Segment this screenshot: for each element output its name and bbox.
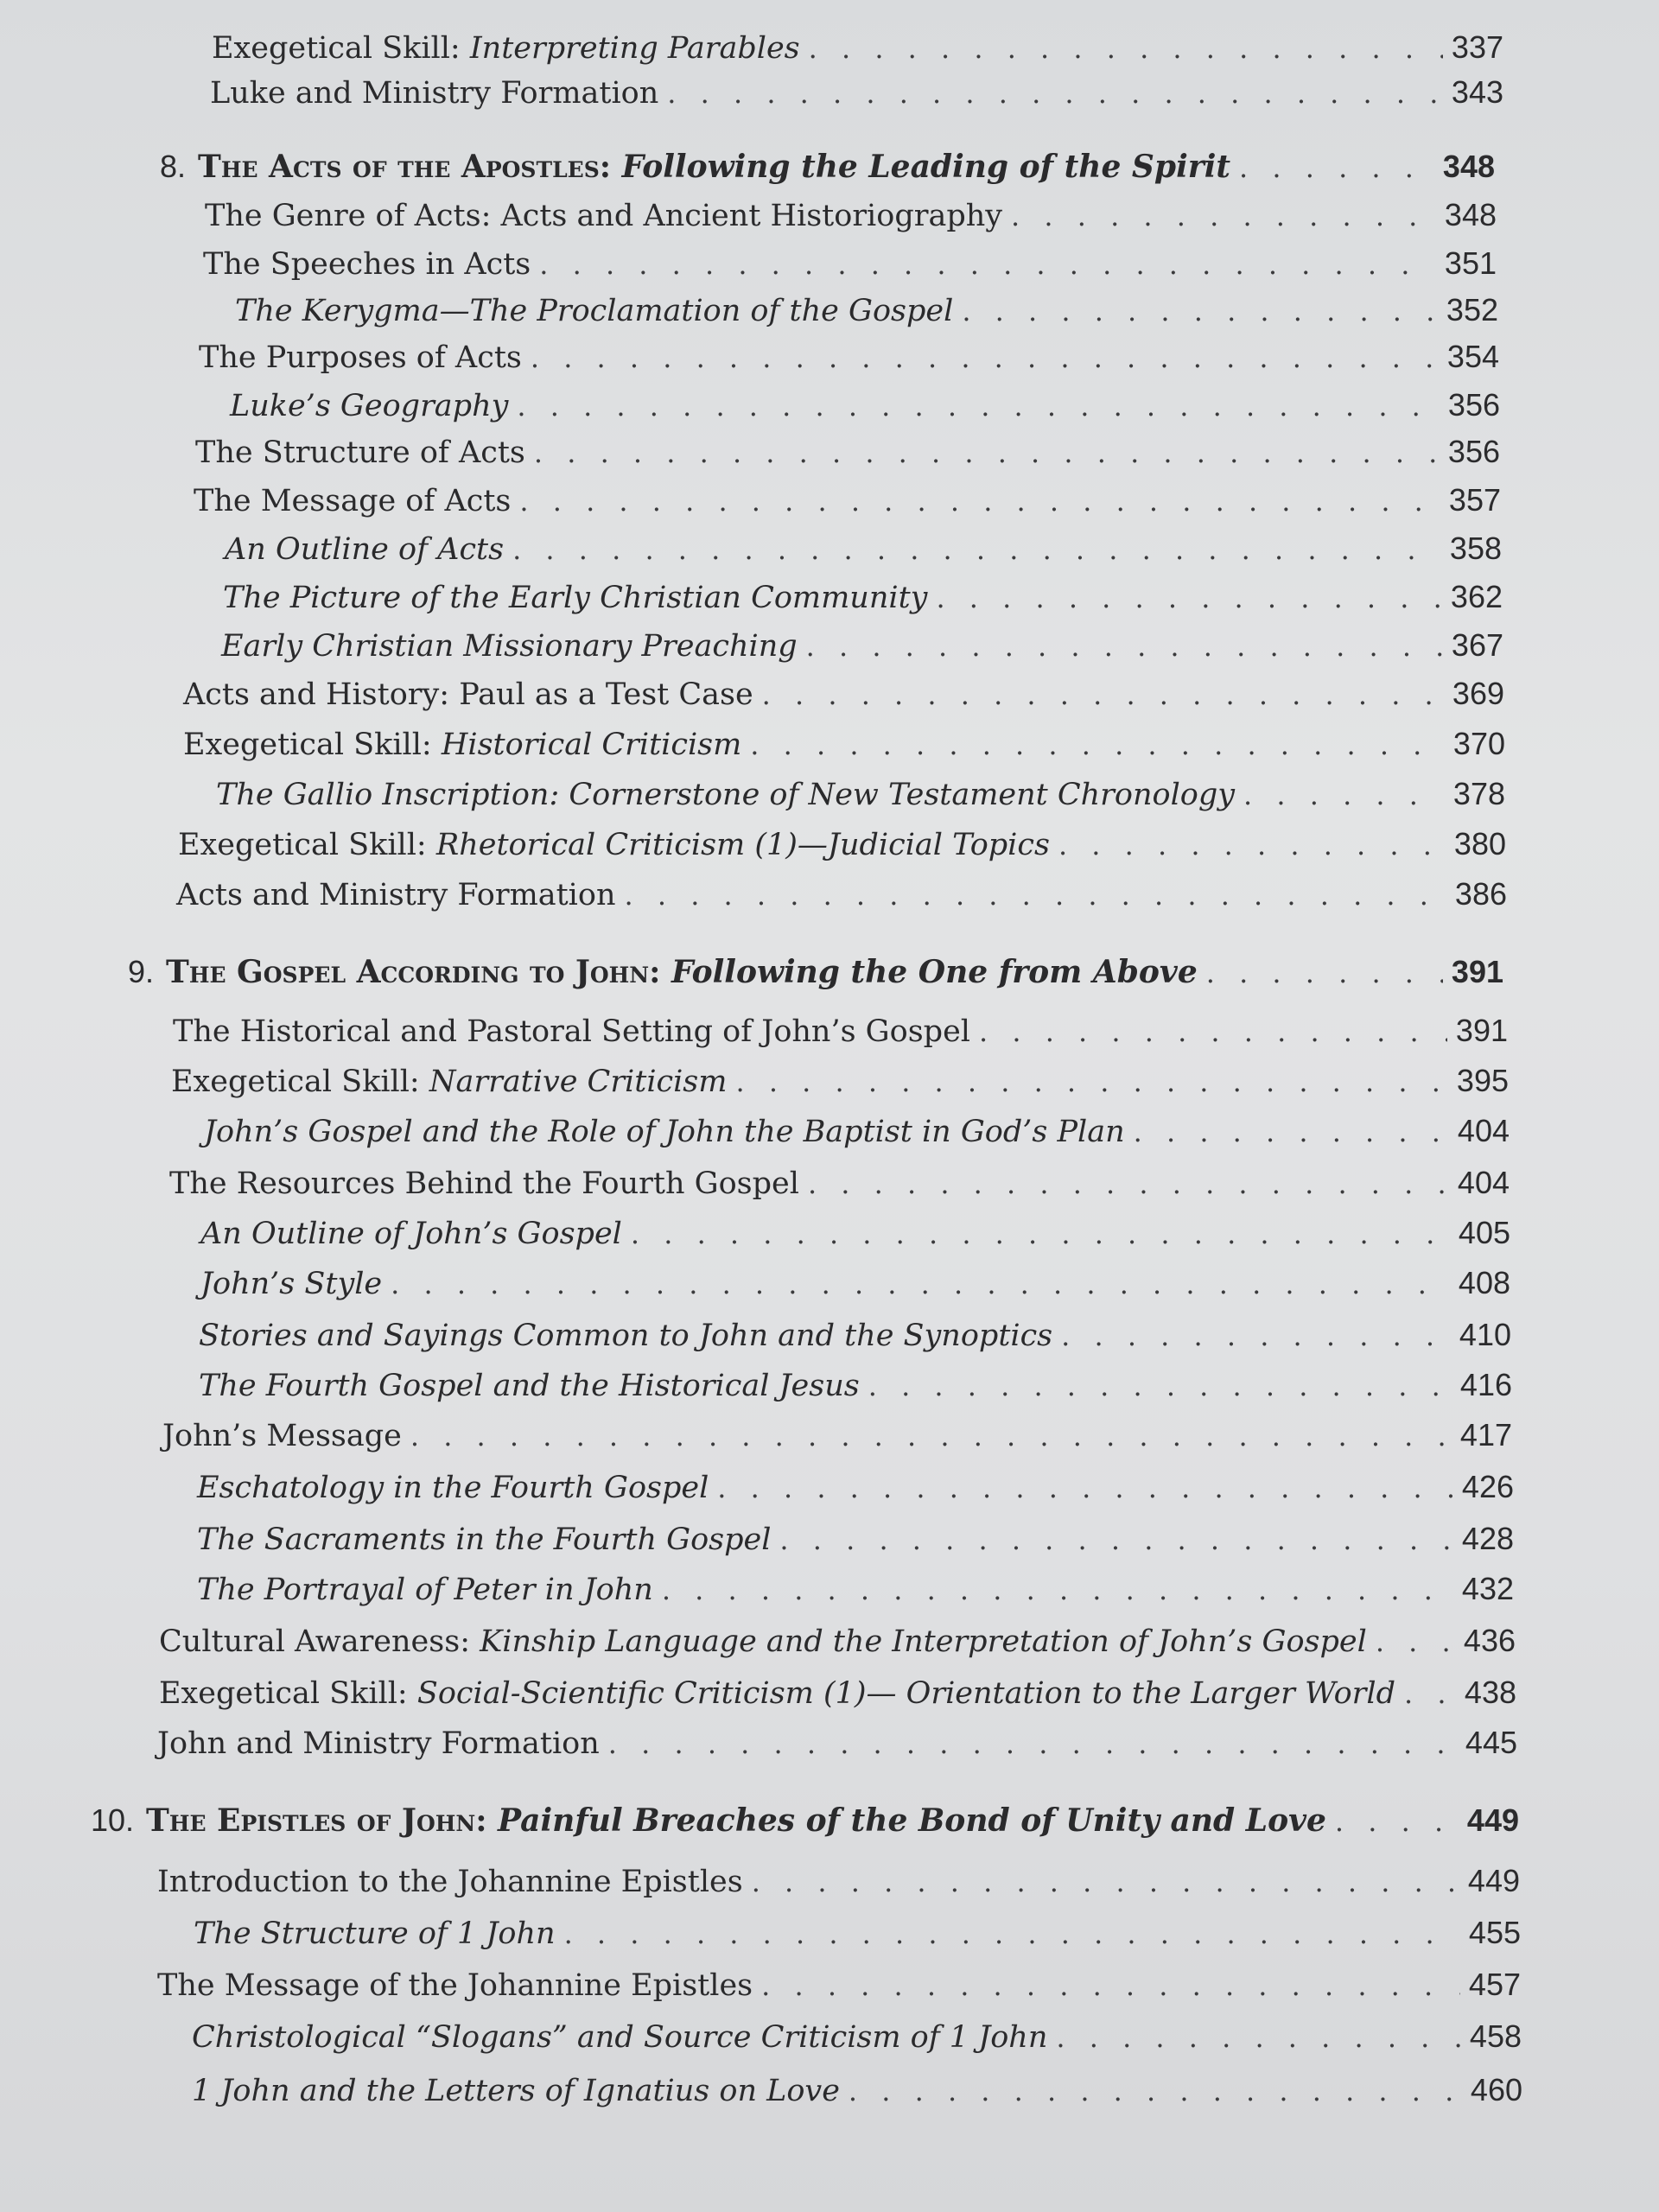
dot-leader — [806, 623, 1443, 670]
page-number: 408 — [1458, 1265, 1510, 1300]
toc-entry-title — [157, 1962, 753, 2009]
toc-entry — [197, 1516, 1514, 1562]
dot-leader — [808, 1160, 1449, 1207]
dot-leader — [410, 1413, 1452, 1459]
entry-italic-text: Eschatology in the Fourth Gospel — [197, 1471, 709, 1505]
toc-entry — [171, 1058, 1509, 1104]
page-number: 428 — [1461, 1521, 1514, 1556]
toc-entry-title — [210, 70, 658, 117]
page-number: 416 — [1459, 1367, 1512, 1402]
toc-entry — [183, 671, 1504, 717]
toc-entry — [159, 1669, 1516, 1716]
toc-entry — [194, 1910, 1521, 1956]
page-number: 370 — [1452, 726, 1505, 761]
toc-entry — [159, 1618, 1516, 1664]
chapter-number: 8. — [160, 149, 187, 184]
toc-entry-title — [157, 1720, 600, 1767]
entry-text: Exegetical Skill: — [212, 31, 470, 66]
toc-chapter-entry — [160, 143, 1495, 190]
toc-entry-title — [178, 822, 1050, 868]
toc-entry — [203, 240, 1497, 287]
entry-italic-text: Historical Criticism — [441, 728, 742, 762]
dot-leader — [517, 383, 1440, 429]
toc-entry — [221, 622, 1503, 669]
entry-italic-text: Narrative Criticism — [429, 1065, 728, 1099]
toc-entry — [210, 69, 1503, 116]
dot-leader — [1134, 1109, 1449, 1155]
toc-entry-title — [159, 1670, 1395, 1717]
entry-italic-text: The Portrayal of Peter in John — [197, 1573, 653, 1607]
toc-entry-title — [200, 1261, 382, 1307]
entry-italic-text: The Gallio Inscription: Cornerstone of New Testament Chronology — [216, 778, 1236, 812]
dot-leader — [779, 1516, 1453, 1563]
entry-text: Exegetical Skill: — [171, 1065, 429, 1099]
page-number: 455 — [1468, 1915, 1521, 1950]
entry-text: Exegetical Skill: — [183, 728, 442, 762]
toc-entry-title — [194, 1910, 556, 1957]
page-number: 380 — [1453, 826, 1506, 861]
page-number: 356 — [1447, 387, 1500, 423]
dot-leader — [631, 1211, 1450, 1257]
entry-italic-text: The Picture of the Early Christian Community — [223, 581, 928, 615]
toc-entry — [178, 821, 1506, 868]
toc-entry-title — [200, 1211, 622, 1257]
dot-leader — [1376, 1618, 1455, 1665]
toc-entry-title — [235, 288, 953, 334]
page-number: 378 — [1452, 776, 1505, 811]
entry-text: John and Ministry Formation — [157, 1726, 600, 1761]
entry-italic-text: Social-Scientific Criticism (1)— Orientation to the Larger World — [416, 1676, 1396, 1711]
toc-entry-title — [197, 1567, 653, 1613]
toc-chapter-entry — [91, 1797, 1519, 1844]
entry-italic-text: John’s Style — [200, 1267, 383, 1301]
toc-entry-title — [91, 1797, 1326, 1844]
toc-entry-title — [162, 1413, 402, 1459]
dot-leader — [662, 1567, 1453, 1613]
entry-text: Acts and Ministry Formation — [176, 878, 616, 912]
page-number: 352 — [1446, 292, 1498, 327]
page-number: 410 — [1459, 1317, 1511, 1352]
dot-leader — [1058, 822, 1446, 868]
page-number: 351 — [1444, 245, 1497, 281]
toc-entry-title — [160, 143, 1230, 190]
toc-entry-title — [171, 1058, 727, 1105]
page-number: 458 — [1469, 2018, 1522, 2054]
dot-leader — [1239, 144, 1434, 191]
dot-leader — [761, 1962, 1460, 2009]
dot-leader — [752, 1859, 1459, 1905]
dot-leader — [534, 429, 1440, 476]
entry-text: The Message of the Johannine Epistles — [157, 1968, 753, 2003]
entry-italic-text: Stories and Sayings Common to John and the Synoptics — [199, 1319, 1053, 1353]
page-number: 457 — [1468, 1967, 1521, 2002]
dot-leader — [1243, 772, 1445, 818]
toc-entry — [199, 1362, 1512, 1408]
page-number: 337 — [1451, 29, 1503, 65]
page-number: 404 — [1457, 1165, 1510, 1200]
entry-italic-text: Following the One from Above — [671, 954, 1198, 990]
page-number: 362 — [1450, 579, 1503, 614]
toc-entry — [157, 1961, 1521, 2008]
toc-entry — [194, 477, 1501, 524]
toc-entry — [195, 429, 1500, 475]
toc-entry-title — [195, 429, 525, 476]
page-number: 354 — [1446, 339, 1499, 374]
toc-entry-title — [223, 575, 927, 621]
page-number: 404 — [1457, 1113, 1510, 1148]
entry-italic-text: Kinship Language and the Interpretation of John’s Gospel — [480, 1624, 1367, 1659]
toc-entry — [183, 721, 1505, 767]
page-number: 449 — [1467, 1863, 1520, 1898]
dot-leader — [1404, 1670, 1456, 1717]
page-number: 395 — [1456, 1063, 1509, 1098]
toc-entry-title — [204, 1109, 1125, 1155]
toc-entry — [157, 1858, 1520, 1904]
toc-entry — [200, 1210, 1510, 1256]
toc-entry-title — [159, 1618, 1367, 1665]
entry-text: Acts and History: Paul as a Test Case — [183, 677, 753, 712]
entry-italic-text: John’s Gospel and the Role of John the Baptist in God’s Plan — [204, 1115, 1125, 1149]
toc-entry — [204, 1108, 1510, 1154]
toc-entry — [216, 771, 1505, 817]
page-number: 367 — [1451, 627, 1503, 663]
entry-text: The Purposes of Acts — [199, 340, 522, 375]
entry-italic-text: An Outline of Acts — [225, 532, 505, 567]
page-number: 358 — [1449, 531, 1502, 566]
dot-leader — [849, 2068, 1462, 2114]
toc-entry-title — [169, 1160, 799, 1207]
dot-leader — [717, 1465, 1453, 1511]
toc-entry-title — [173, 1008, 970, 1055]
entry-italic-text: The Structure of 1 John — [194, 1916, 556, 1951]
toc-entry — [192, 2067, 1522, 2113]
toc-entry — [176, 871, 1507, 918]
page-number: 348 — [1442, 149, 1495, 184]
toc-entry-title — [199, 1363, 860, 1409]
entry-text: The Genre of Acts: Acts and Ancient Historiography — [205, 199, 1003, 233]
dot-leader — [979, 1008, 1447, 1055]
dot-leader — [1061, 1313, 1451, 1359]
dot-leader — [531, 334, 1439, 381]
page-number: 445 — [1465, 1725, 1517, 1760]
entry-text: The Speeches in Acts — [203, 247, 531, 282]
toc-entry-title — [176, 872, 616, 918]
toc-entry — [200, 1260, 1510, 1306]
entry-italic-text: The Fourth Gospel and the Historical Jesus — [199, 1369, 860, 1403]
toc-entry-title — [192, 2014, 1047, 2061]
toc-entry-title — [199, 1313, 1052, 1359]
toc-entry-title — [194, 478, 511, 524]
dot-leader — [564, 1910, 1460, 1957]
page-number: 343 — [1451, 74, 1503, 110]
dot-leader — [1206, 950, 1443, 996]
dot-leader — [1011, 193, 1436, 239]
toc-entry-title — [128, 949, 1198, 995]
dot-leader — [608, 1720, 1457, 1767]
entry-italic-text: An Outline of John’s Gospel — [200, 1217, 622, 1251]
toc-entry-title — [197, 1465, 709, 1511]
dot-leader — [735, 1058, 1447, 1105]
entry-italic-text: Christological “Slogans” and Source Criticism of 1 John — [192, 2020, 1048, 2055]
toc-entry-title — [216, 772, 1235, 818]
entry-text: Cultural Awareness: — [159, 1624, 480, 1659]
toc-entry-title — [183, 671, 753, 718]
toc-entry-title — [230, 383, 508, 429]
chapter-number: 9. — [128, 954, 155, 989]
entry-text: The Epistles of John: — [146, 1802, 499, 1839]
toc-entry — [157, 1719, 1517, 1766]
entry-text: Exegetical Skill: — [178, 828, 436, 862]
toc-entry — [212, 24, 1503, 71]
entry-text: The Gospel According to John: — [166, 954, 671, 990]
entry-text: Introduction to the Johannine Epistles — [157, 1865, 743, 1899]
page-number: 357 — [1448, 482, 1501, 518]
toc-entry-title — [212, 25, 800, 72]
page-number: 386 — [1454, 876, 1507, 912]
chapter-number: 10. — [91, 1802, 135, 1838]
entry-italic-text: Interpreting Parables — [469, 31, 800, 66]
dot-leader — [936, 575, 1441, 621]
dot-leader — [667, 70, 1443, 117]
page-number: 432 — [1461, 1571, 1514, 1606]
page-number: 449 — [1466, 1802, 1519, 1838]
dot-leader — [391, 1261, 1450, 1307]
toc-entry — [205, 192, 1497, 238]
toc-entry — [173, 1007, 1508, 1054]
entry-text: Exegetical Skill: — [159, 1676, 417, 1711]
toc-entry-title — [221, 623, 798, 670]
toc-entry-title — [183, 721, 741, 768]
dot-leader — [625, 872, 1446, 918]
toc-entry — [199, 1312, 1511, 1358]
toc-entry — [197, 1566, 1514, 1612]
entry-text: The Resources Behind the Fourth Gospel — [169, 1166, 799, 1201]
entry-text: The Structure of Acts — [195, 435, 525, 470]
toc-entry — [192, 2013, 1522, 2060]
toc-entry-title — [205, 193, 1002, 239]
entry-text: The Acts of the Apostles: — [198, 149, 622, 185]
page-number: 348 — [1444, 197, 1497, 232]
toc-entry — [162, 1412, 1512, 1459]
toc-chapter-entry — [128, 949, 1503, 995]
dot-leader — [1335, 1798, 1459, 1845]
page-number: 369 — [1452, 676, 1504, 711]
entry-italic-text: The Kerygma—The Proclamation of the Gospel — [235, 294, 954, 328]
dot-leader — [512, 526, 1441, 573]
page-number: 417 — [1459, 1417, 1512, 1452]
entry-text: John’s Message — [162, 1419, 402, 1453]
entry-italic-text: Painful Breaches of the Bond of Unity and Love — [498, 1802, 1326, 1839]
entry-italic-text: Early Christian Missionary Preaching — [221, 629, 798, 664]
entry-text: The Historical and Pastoral Setting of John’s Gospel — [173, 1014, 970, 1049]
entry-italic-text: 1 John and the Letters of Ignatius on Love — [192, 2074, 840, 2108]
page-number: 391 — [1451, 954, 1503, 989]
toc-entry — [223, 574, 1503, 620]
toc-entry-title — [203, 241, 531, 288]
page-number: 356 — [1447, 434, 1500, 469]
toc-entry — [235, 287, 1498, 334]
entry-text: Luke and Ministry Formation — [210, 76, 659, 111]
dot-leader — [809, 25, 1443, 72]
toc-entry — [169, 1160, 1510, 1206]
page-number: 391 — [1455, 1013, 1508, 1048]
toc-entry — [230, 382, 1500, 429]
toc-entry-title — [197, 1516, 771, 1563]
page-number: 426 — [1461, 1469, 1514, 1504]
toc-entry — [199, 334, 1499, 380]
toc-entry-title — [157, 1859, 743, 1905]
entry-italic-text: Following the Leading of the Spirit — [621, 149, 1231, 185]
dot-leader — [750, 721, 1445, 768]
page-number: 460 — [1470, 2072, 1522, 2107]
dot-leader — [762, 671, 1444, 718]
toc-entry-title — [199, 334, 522, 381]
toc-entry — [225, 525, 1502, 572]
toc-entry-title — [225, 526, 504, 573]
entry-italic-text: The Sacraments in the Fourth Gospel — [197, 1522, 772, 1557]
page-number: 436 — [1463, 1623, 1516, 1658]
page-number: 405 — [1458, 1215, 1510, 1250]
dot-leader — [1056, 2014, 1461, 2061]
dot-leader — [962, 288, 1438, 334]
dot-leader — [539, 241, 1436, 288]
entry-italic-text: Rhetorical Criticism (1)—Judicial Topics — [435, 828, 1050, 862]
entry-italic-text: Luke’s Geography — [230, 389, 509, 423]
entry-text: The Message of Acts — [194, 484, 512, 518]
toc-entry-title — [192, 2068, 840, 2114]
dot-leader — [868, 1363, 1452, 1409]
page-number: 438 — [1464, 1675, 1516, 1710]
toc-entry — [197, 1464, 1514, 1510]
dot-leader — [519, 478, 1440, 524]
